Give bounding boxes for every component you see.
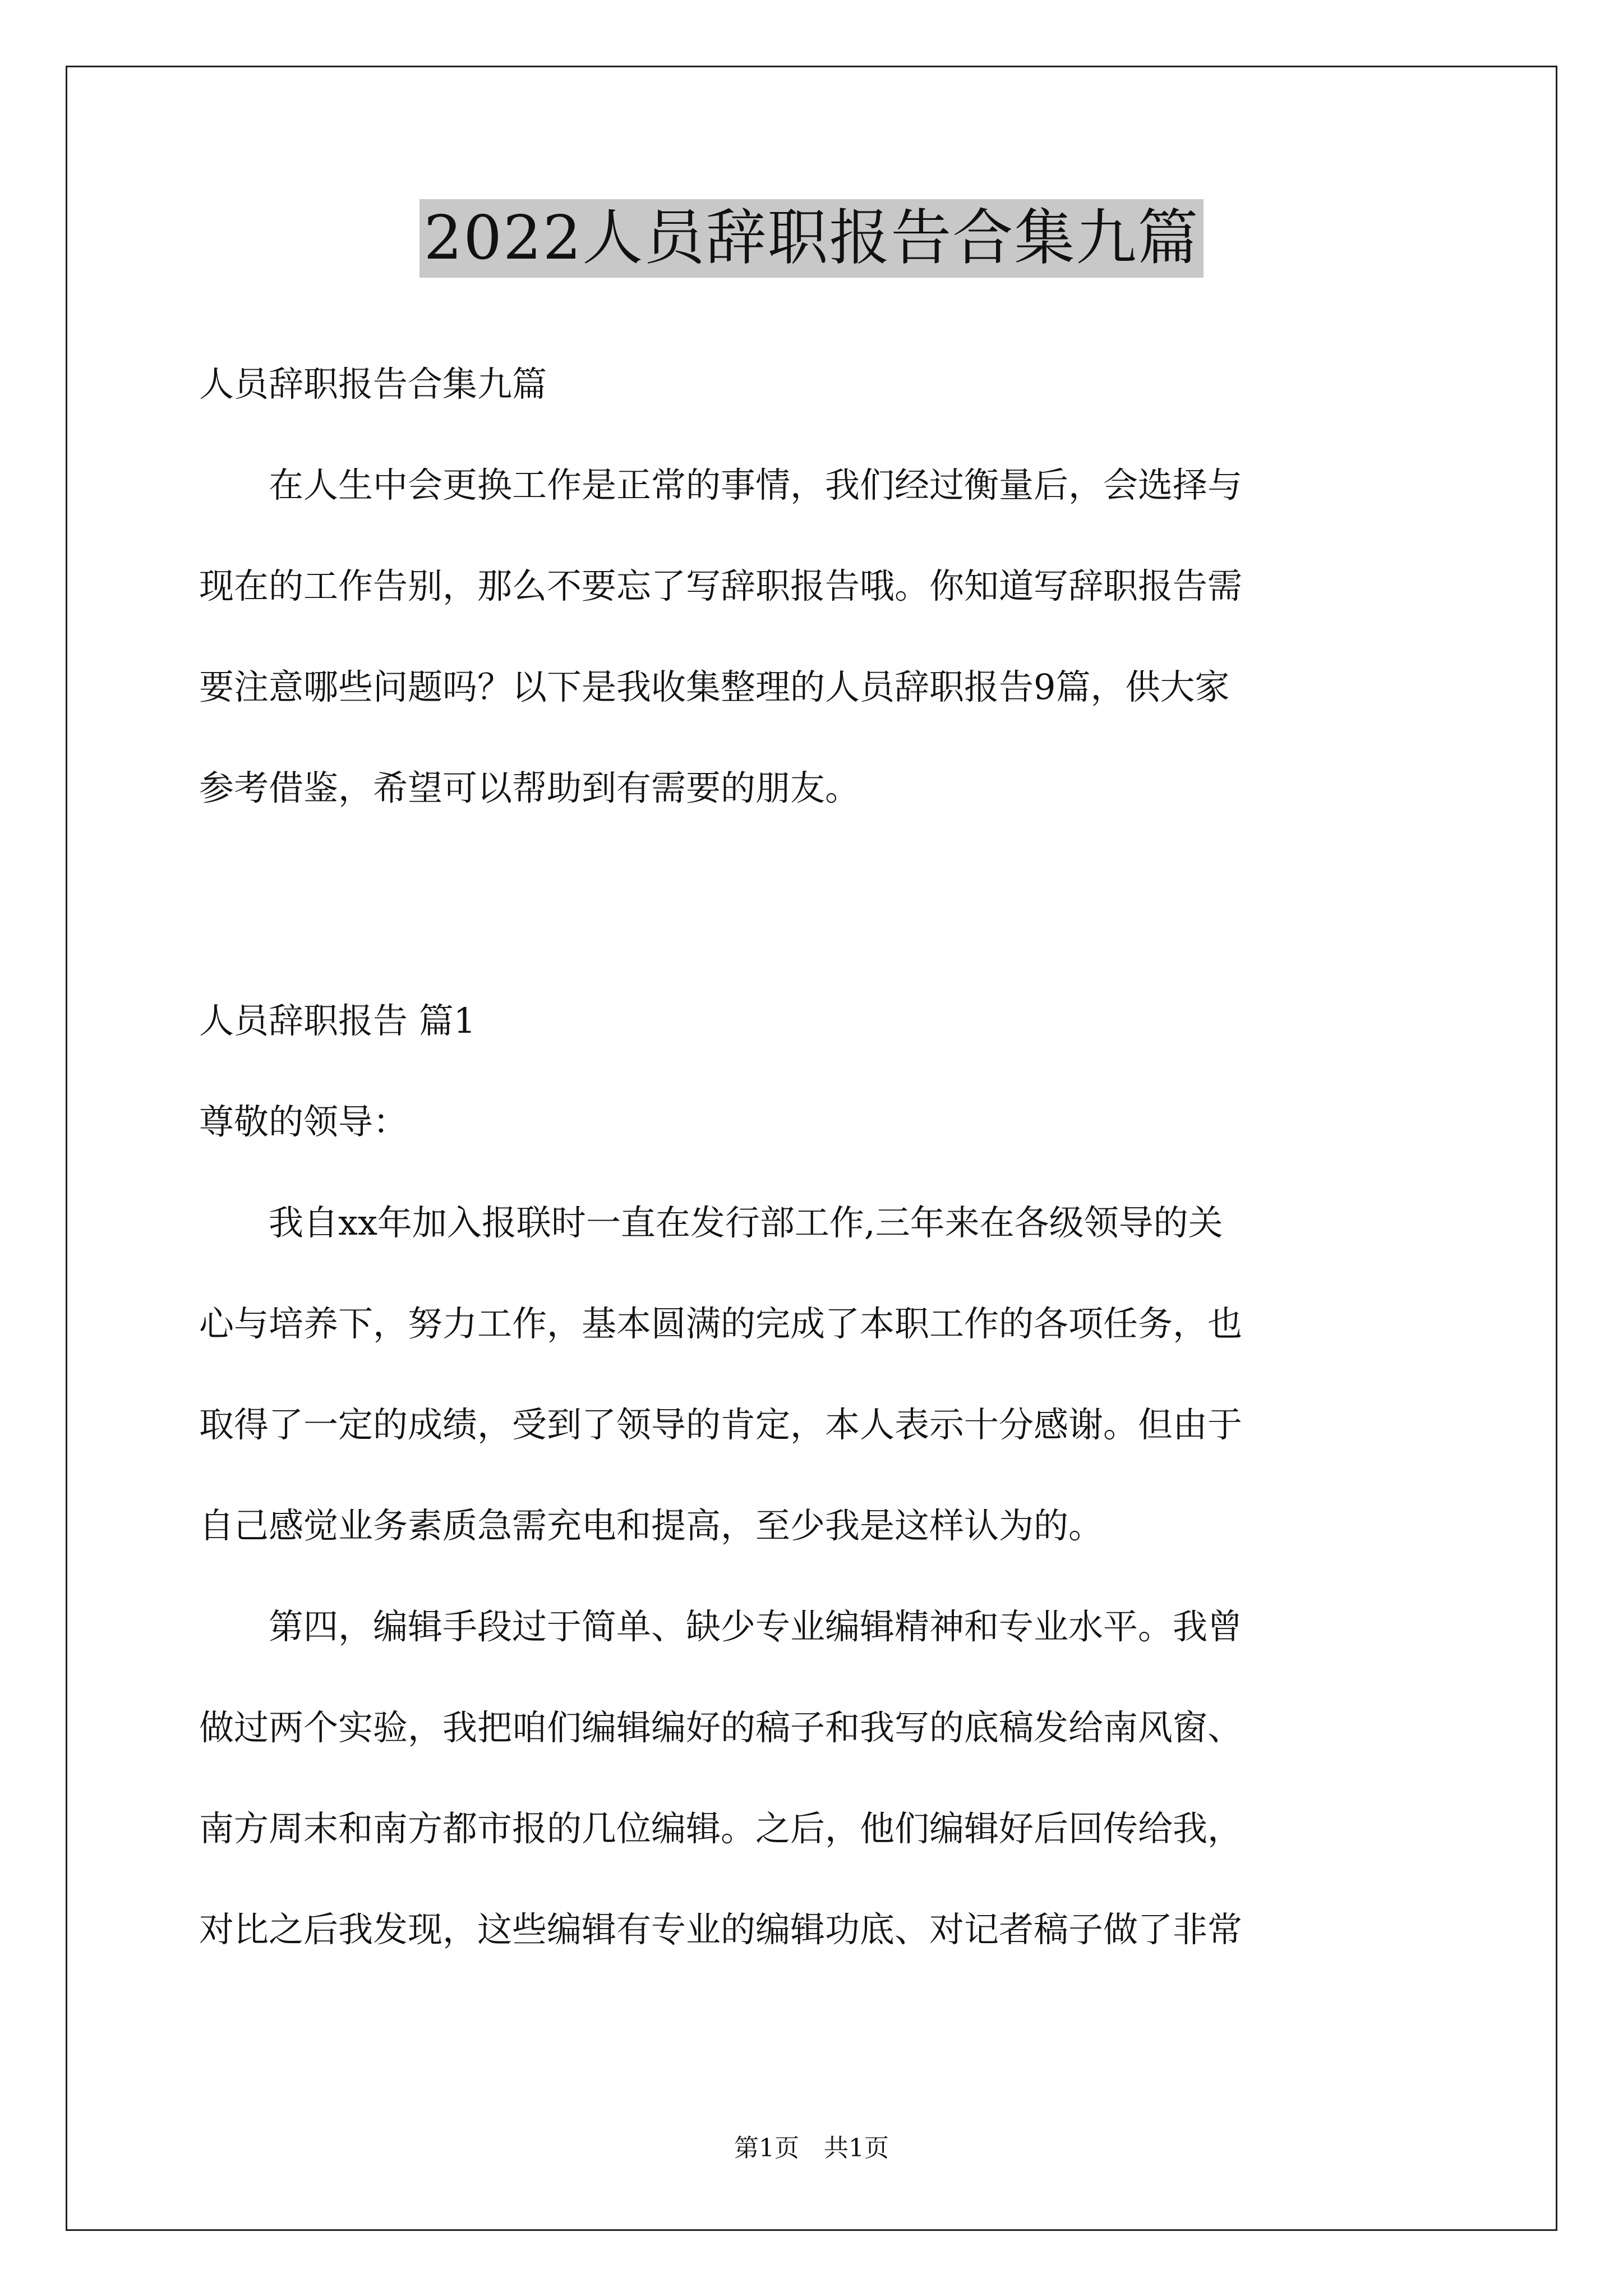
title-container [0, 199, 1623, 278]
intro-line: 在人生中会更换工作是正常的事情，我们经过衡量后，会选择与 [199, 464, 1243, 505]
paragraph-line: 做过两个实验，我把咱们编辑编好的稿子和我写的底稿发给南风窗、 [199, 1707, 1243, 1748]
paragraph-line: 南方周末和南方都市报的几位编辑。之后，他们编辑好后回传给我， [199, 1808, 1243, 1849]
paragraph-line: 自己感觉业务素质急需充电和提高，至少我是这样认为的。 [199, 1505, 1104, 1546]
paragraph-line: 取得了一定的成绩，受到了领导的肯定，本人表示十分感谢。但由于 [199, 1404, 1243, 1445]
intro-line: 要注意哪些问题吗？以下是我收集整理的人员辞职报告9篇，供大家 [199, 666, 1230, 707]
intro-line: 参考借鉴，希望可以帮助到有需要的朋友。 [199, 767, 860, 808]
section-heading: 人员辞职报告 篇1 [199, 1000, 476, 1041]
document-title: 2022人员辞职报告合集九篇 [419, 199, 1204, 278]
paragraph-line: 对比之后我发现，这些编辑有专业的编辑功底、对记者稿子做了非常 [199, 1909, 1243, 1950]
page-number-footer: 第1页 共1页 [734, 2134, 889, 2162]
salutation: 尊敬的领导： [199, 1101, 408, 1142]
document-subtitle: 人员辞职报告合集九篇 [199, 364, 547, 404]
paragraph-line: 第四，编辑手段过于简单、缺少专业编辑精神和专业水平。我曾 [199, 1606, 1243, 1647]
paragraph-line: 心与培养下，努力工作，基本圆满的完成了本职工作的各项任务，也 [199, 1303, 1243, 1344]
paragraph-line: 我自xx年加入报联时一直在发行部工作,三年来在各级领导的关 [199, 1202, 1223, 1243]
intro-line: 现在的工作告别，那么不要忘了写辞职报告哦。你知道写辞职报告需 [199, 565, 1243, 606]
